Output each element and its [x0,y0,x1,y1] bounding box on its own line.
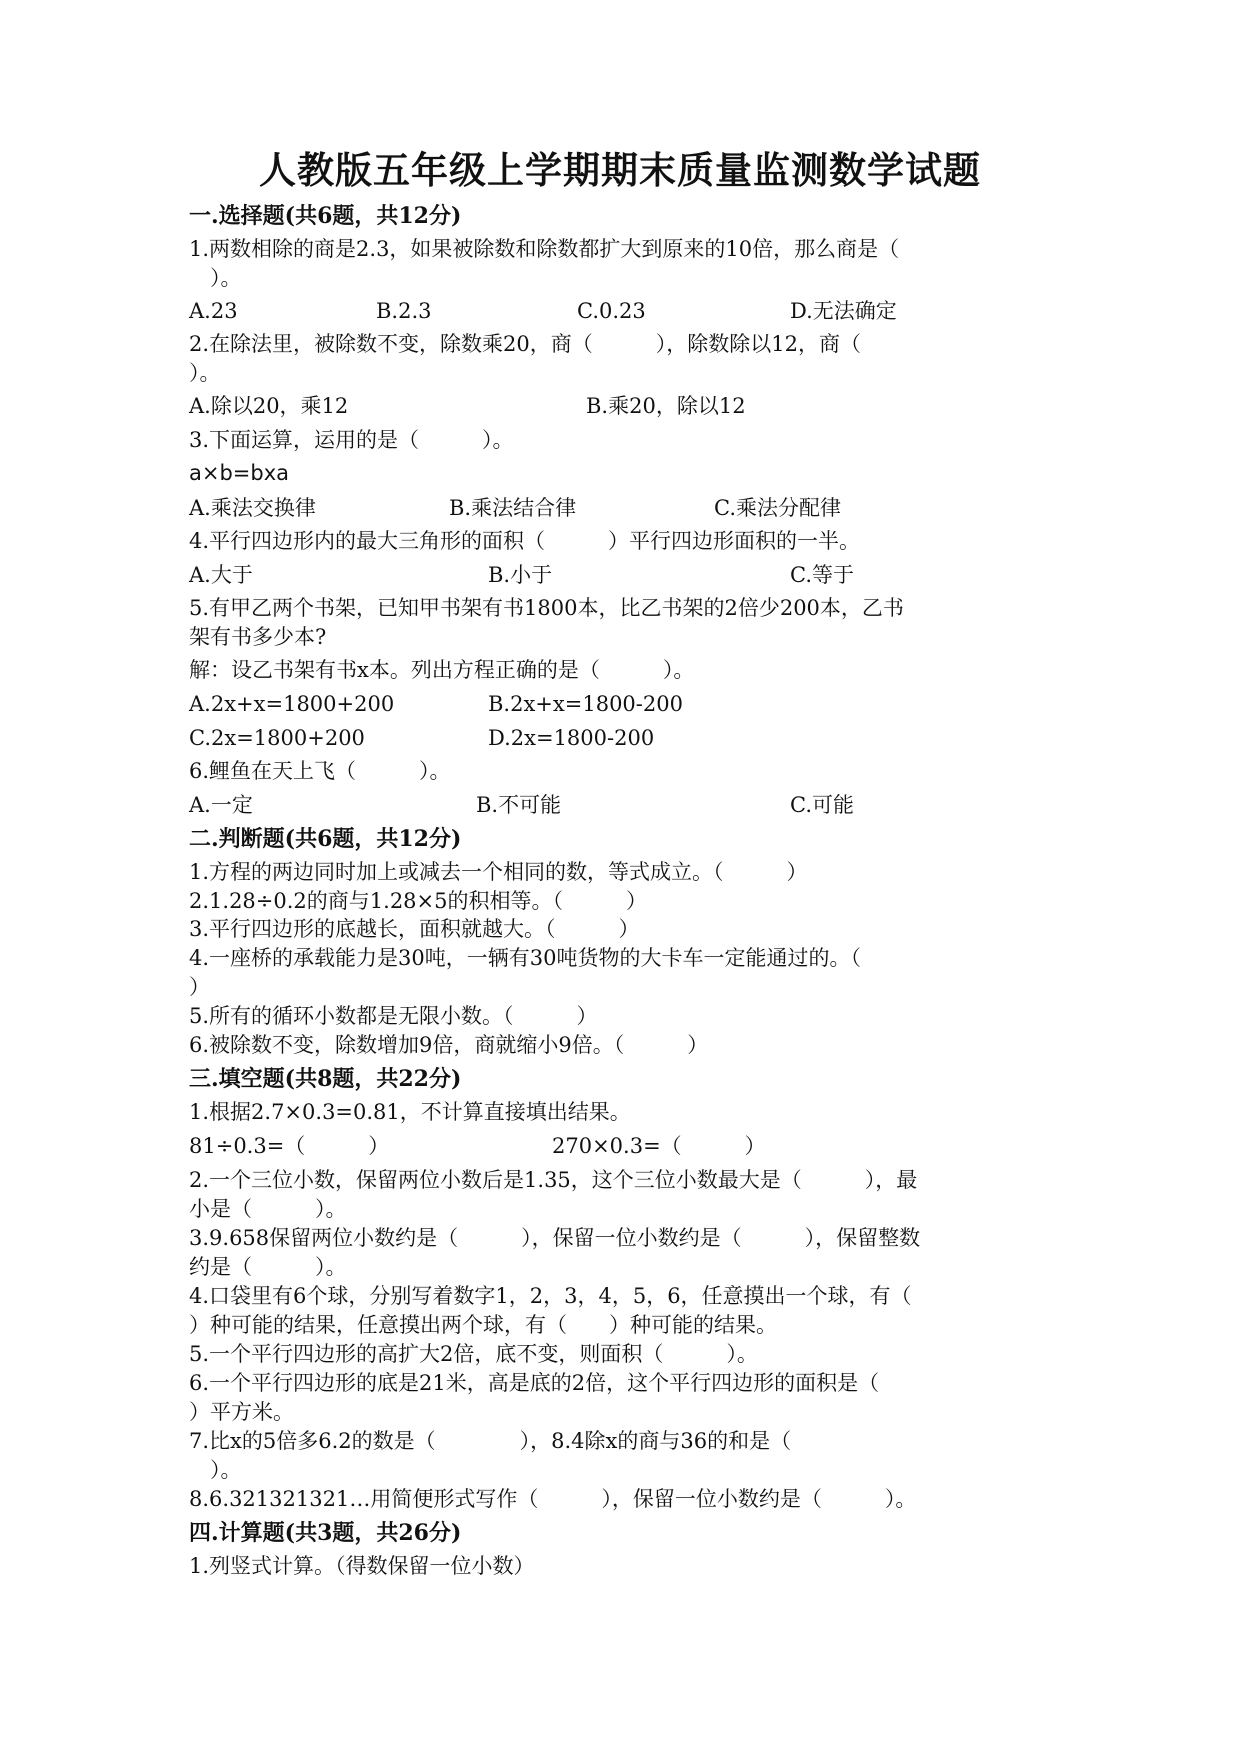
question-text: 5.所有的循环小数都是无限小数。（ ） [189,1004,598,1028]
option-c: C.2x=1800+200 [189,726,365,750]
question-text: 2.在除法里，被除数不变，除数乘20，商（ ），除数除以12，商（ [189,332,861,356]
question-text: 约是（ ）。 [189,1255,347,1279]
question-text: 4.平行四边形内的最大三角形的面积（ ）平行四边形面积的一半。 [189,529,861,553]
question-text: 7.比x的5倍多6.2的数是（ ），8.4除x的商与36的和是（ [189,1429,792,1453]
question-text: ）。 [189,1458,242,1482]
question-text: 8.6.321321321…用简便形式写作（ ），保留一位小数约是（ ）。 [189,1487,917,1511]
question-text: 1.两数相除的商是2.3，如果被除数和除数都扩大到原来的10倍，那么商是（ [189,237,900,261]
question-text: 4.一座桥的承载能力是30吨，一辆有30吨货物的大卡车一定能通过的。（ [189,946,861,970]
page-title: 人教版五年级上学期期末质量监测数学试题 [259,148,981,192]
option-b: B.不可能 [476,793,562,817]
option-d: D.2x=1800-200 [488,726,655,750]
question-text: ）种可能的结果，任意摸出两个球，有（ ）种可能的结果。 [189,1313,777,1337]
option-a: A.大于 [189,563,253,587]
question-text: 架有书多少本? [189,625,327,649]
sub-question: 270×0.3=（ ） [552,1134,766,1158]
question-text: 2.1.28÷0.2的商与1.28×5的积相等。（ ） [189,889,647,913]
option-c: C.0.23 [577,299,646,323]
question-formula: a×b=bxa [189,461,290,485]
option-b: B.2x+x=1800-200 [488,692,683,716]
question-text: ） [189,975,210,999]
section-heading-judgement: 二.判断题(共6题，共12分) [189,826,462,852]
section-heading-fill-blank: 三.填空题(共8题，共22分) [189,1066,462,1092]
question-text: 5.有甲乙两个书架，已知甲书架有书1800本，比乙书架的2倍少200本，乙书 [189,596,904,620]
option-c: C.等于 [790,563,854,587]
option-b: B.乘法结合律 [449,496,577,520]
option-a: A.23 [189,299,238,323]
option-c: C.乘法分配律 [714,496,841,520]
question-text: 4.口袋里有6个球，分别写着数字1，2，3，4，5，6，任意摸出一个球，有（ [189,1284,912,1308]
question-text: ）。 [189,266,242,290]
option-b: B.小于 [488,563,553,587]
sub-question: 81÷0.3=（ ） [189,1134,390,1158]
question-text: 3.下面运算，运用的是（ ）。 [189,428,514,452]
section-heading-calculation: 四.计算题(共3题，共26分) [189,1520,462,1546]
option-a: A.2x+x=1800+200 [189,692,395,716]
question-text: 6.一个平行四边形的底是21米，高是底的2倍，这个平行四边形的面积是（ [189,1371,880,1395]
option-c: C.可能 [790,793,854,817]
question-text: 5.一个平行四边形的高扩大2倍，底不变，则面积（ ）。 [189,1342,758,1366]
question-text: 3.9.658保留两位小数约是（ ），保留一位小数约是（ ），保留整数 [189,1226,921,1250]
question-text: 小是（ ）。 [189,1197,347,1221]
option-a: A.一定 [189,793,253,817]
option-d: D.无法确定 [790,299,897,323]
option-a: A.除以20，乘12 [189,394,349,418]
question-text: ）。 [189,361,221,385]
option-a: A.乘法交换律 [189,496,316,520]
section-heading-choice: 一.选择题(共6题，共12分) [189,203,462,229]
question-text: 1.方程的两边同时加上或减去一个相同的数，等式成立。（ ） [189,860,808,884]
question-text: ）平方米。 [189,1400,294,1424]
question-text: 解：设乙书架有书x本。列出方程正确的是（ ）。 [189,658,695,682]
option-b: B.乘20，除以12 [586,394,746,418]
question-text: 6.鲤鱼在天上飞（ ）。 [189,759,451,783]
question-text: 1.根据2.7×0.3=0.81，不计算直接填出结果。 [189,1100,631,1124]
option-b: B.2.3 [376,299,432,323]
question-text: 3.平行四边形的底越长，面积就越大。（ ） [189,917,640,941]
question-text: 1.列竖式计算。（得数保留一位小数） [189,1554,535,1578]
question-text: 2.一个三位小数，保留两位小数后是1.35，这个三位小数最大是（ ），最 [189,1168,918,1192]
question-text: 6.被除数不变，除数增加9倍，商就缩小9倍。（ ） [189,1033,709,1057]
